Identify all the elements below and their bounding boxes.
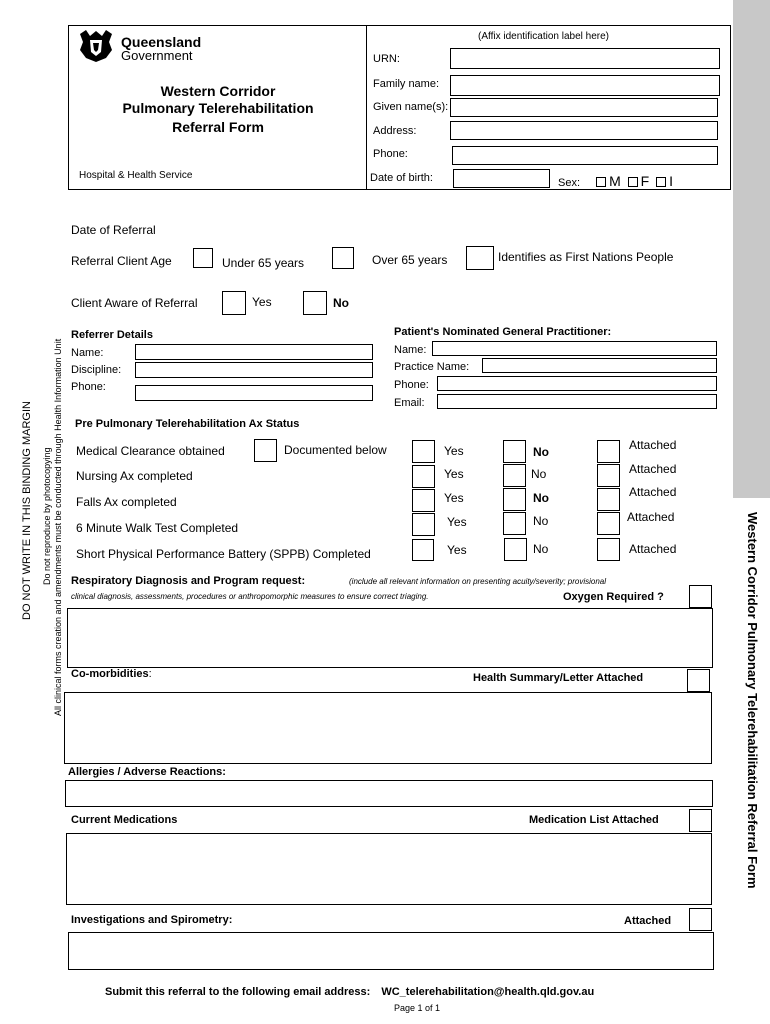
ax-row-no-label: No bbox=[533, 542, 549, 556]
over-65-checkbox[interactable] bbox=[332, 247, 354, 269]
investigations-heading: Investigations and Spirometry: bbox=[71, 914, 233, 926]
sex-m-checkbox[interactable] bbox=[596, 177, 606, 187]
referrer-discipline-field[interactable] bbox=[135, 362, 373, 378]
client-age-label: Referral Client Age bbox=[71, 254, 172, 268]
comorbidities-heading bbox=[71, 668, 152, 680]
side-strip bbox=[733, 0, 770, 498]
referrer-name-field[interactable] bbox=[135, 344, 373, 360]
footer-submit bbox=[105, 986, 594, 998]
ax-row-no-checkbox[interactable] bbox=[504, 538, 527, 561]
respiratory-textarea[interactable] bbox=[67, 608, 713, 668]
gp-practice-field[interactable] bbox=[482, 358, 717, 373]
respiratory-heading: Respiratory Diagnosis and Program request: bbox=[71, 575, 306, 587]
submit-instruction: Submit this referral to the following email address: bbox=[105, 986, 371, 998]
ax-row-no-checkbox[interactable] bbox=[503, 440, 526, 463]
dob-field[interactable] bbox=[453, 169, 550, 188]
referrer-phone-field[interactable] bbox=[135, 385, 373, 401]
medication-list-checkbox[interactable] bbox=[689, 809, 712, 832]
ax-row-attached-checkbox[interactable] bbox=[597, 512, 620, 535]
binding-margin-warning: DO NOT WRITE IN THIS BINDING MARGIN bbox=[21, 401, 33, 620]
referrer-name-label: Name: bbox=[71, 347, 104, 359]
referrer-phone-label: Phone: bbox=[71, 381, 106, 393]
affix-label: (Affix identification label here) bbox=[478, 31, 609, 42]
gp-phone-field[interactable] bbox=[437, 376, 717, 391]
ax-row-yes-checkbox[interactable] bbox=[412, 513, 435, 536]
over-65-label: Over 65 years bbox=[372, 253, 448, 267]
ax-row-yes-label: Yes bbox=[444, 491, 464, 505]
hhs-label: Hospital & Health Service bbox=[79, 170, 193, 181]
ax-row-attached-label: Attached bbox=[629, 462, 677, 476]
sex-f-checkbox[interactable] bbox=[628, 177, 638, 187]
allergies-heading: Allergies / Adverse Reactions: bbox=[68, 766, 226, 778]
referrer-heading: Referrer Details bbox=[71, 329, 153, 341]
ax-row-label: 6 Minute Walk Test Completed bbox=[76, 521, 239, 535]
investigations-attached-checkbox[interactable] bbox=[689, 908, 712, 931]
respiratory-note-line2: clinical diagnosis, assessments, procedures or anthropomorphic measures to ensure correct triaging. bbox=[71, 592, 429, 601]
phone-field[interactable] bbox=[452, 146, 718, 165]
logo-queensland: Queensland bbox=[121, 34, 202, 50]
sex-m-label: M bbox=[609, 173, 621, 189]
ax-row-no-checkbox[interactable] bbox=[503, 512, 526, 535]
sex-i-label: I bbox=[669, 173, 673, 189]
side-title: Western Corridor Pulmonary Telerehabilitation Referral Form bbox=[745, 512, 760, 889]
ax-row-yes-label: Yes bbox=[447, 543, 467, 557]
ax-row-yes-label: Yes bbox=[447, 515, 467, 529]
urn-label: URN: bbox=[373, 53, 400, 65]
first-nations-label: Identifies as First Nations People bbox=[498, 250, 674, 264]
referrer-discipline-label: Discipline: bbox=[71, 364, 122, 376]
phone-label: Phone: bbox=[373, 148, 408, 160]
ax-row-attached-checkbox[interactable] bbox=[597, 440, 620, 463]
ax-row-no-label: No bbox=[533, 514, 549, 528]
submit-email[interactable]: WC_telerehabilitation@health.qld.gov.au bbox=[381, 986, 595, 998]
date-of-referral-label: Date of Referral bbox=[71, 223, 156, 237]
under-65-label: Under 65 years bbox=[222, 256, 305, 270]
sex-f-label: F bbox=[640, 173, 650, 189]
urn-field[interactable] bbox=[450, 48, 720, 69]
ax-row-label: Nursing Ax completed bbox=[76, 469, 193, 483]
sex-label: Sex: bbox=[558, 177, 581, 189]
qld-crest-icon bbox=[76, 28, 116, 64]
health-summary-label: Health Summary/Letter Attached bbox=[473, 672, 644, 684]
comorbidities-colon: : bbox=[148, 668, 152, 680]
family-name-label: Family name: bbox=[373, 78, 440, 90]
gp-phone-label: Phone: bbox=[394, 379, 429, 391]
under-65-checkbox[interactable] bbox=[193, 248, 213, 268]
documented-below-label: Documented below bbox=[284, 443, 387, 457]
ax-row-attached-label: Attached bbox=[627, 510, 675, 524]
respiratory-note-line1: (include all relevant information on presenting acuity/severity; provisional bbox=[349, 577, 607, 586]
investigations-textarea[interactable] bbox=[68, 932, 714, 970]
gp-email-label: Email: bbox=[394, 397, 425, 409]
ax-row-label: Short Physical Performance Battery (SPPB) Completed bbox=[76, 547, 371, 561]
gp-name-label: Name: bbox=[394, 344, 427, 356]
ax-row-no-checkbox[interactable] bbox=[503, 464, 526, 487]
ax-row-attached-checkbox[interactable] bbox=[597, 538, 620, 561]
oxygen-required-label: Oxygen Required ? bbox=[563, 591, 664, 603]
client-aware-no-checkbox[interactable] bbox=[303, 291, 327, 315]
dob-label: Date of birth: bbox=[370, 172, 433, 184]
comorbidities-textarea[interactable] bbox=[64, 692, 712, 764]
gp-email-field[interactable] bbox=[437, 394, 717, 409]
ax-row-label: Medical Clearance obtained bbox=[76, 444, 225, 458]
ax-row-yes-checkbox[interactable] bbox=[412, 440, 435, 463]
form-title-line2: Pulmonary Telerehabilitation bbox=[122, 100, 314, 116]
given-names-field[interactable] bbox=[450, 98, 718, 117]
medication-list-label: Medication List Attached bbox=[529, 814, 659, 826]
ax-row-attached-label: Attached bbox=[629, 438, 677, 452]
ax-row-attached-label: Attached bbox=[629, 542, 677, 556]
form-title-line1: Western Corridor bbox=[160, 83, 276, 99]
medications-heading: Current Medications bbox=[71, 814, 178, 826]
gp-heading: Patient's Nominated General Practitioner: bbox=[394, 326, 612, 338]
given-names-label: Given name(s): bbox=[373, 101, 449, 113]
sex-i-checkbox[interactable] bbox=[656, 177, 666, 187]
oxygen-required-checkbox[interactable] bbox=[689, 585, 712, 608]
ax-row-attached-label: Attached bbox=[629, 485, 677, 499]
ax-row-no-label: No bbox=[533, 445, 549, 459]
sex-row bbox=[558, 173, 673, 189]
client-aware-label: Client Aware of Referral bbox=[71, 296, 198, 310]
ax-row-yes-checkbox[interactable] bbox=[412, 489, 435, 512]
ax-row-no-label: No bbox=[531, 467, 547, 481]
health-summary-checkbox[interactable] bbox=[687, 669, 710, 692]
client-aware-no-label: No bbox=[333, 296, 349, 310]
ax-row-yes-label: Yes bbox=[444, 467, 464, 481]
logo-government: Government bbox=[121, 48, 193, 63]
family-name-field[interactable] bbox=[450, 75, 720, 96]
ax-row-attached-checkbox[interactable] bbox=[597, 488, 620, 511]
gp-practice-label: Practice Name: bbox=[394, 361, 470, 373]
address-field[interactable] bbox=[450, 121, 718, 140]
ax-row-no-label: No bbox=[533, 491, 549, 505]
ax-row-yes-checkbox[interactable] bbox=[412, 539, 434, 561]
ax-row-label: Falls Ax completed bbox=[76, 495, 177, 509]
ax-row-no-checkbox[interactable] bbox=[503, 488, 526, 511]
client-aware-yes-label: Yes bbox=[252, 295, 272, 309]
investigations-attached-label: Attached bbox=[624, 915, 672, 927]
comorbidities-heading-text: Co-morbidities bbox=[71, 668, 149, 680]
ax-status-heading: Pre Pulmonary Telerehabilitation Ax Status bbox=[75, 418, 300, 430]
gp-name-field[interactable] bbox=[432, 341, 717, 356]
medical-clearance-checkbox[interactable] bbox=[254, 439, 277, 462]
first-nations-checkbox[interactable] bbox=[466, 246, 494, 270]
address-label: Address: bbox=[373, 125, 417, 137]
allergies-textarea[interactable] bbox=[65, 780, 713, 807]
form-title-line3: Referral Form bbox=[172, 119, 264, 135]
reproduce-warning: Do not reproduce by photocopying bbox=[42, 447, 52, 585]
ax-row-attached-checkbox[interactable] bbox=[597, 464, 620, 487]
medications-textarea[interactable] bbox=[66, 833, 712, 905]
page-number: Page 1 of 1 bbox=[394, 1003, 441, 1013]
clinical-forms-notice: All clinical forms creation and amendments must be conducted through Health Information Unit bbox=[53, 338, 63, 716]
ax-row-yes-checkbox[interactable] bbox=[412, 465, 435, 488]
client-aware-yes-checkbox[interactable] bbox=[222, 291, 246, 315]
ax-row-yes-label: Yes bbox=[444, 444, 464, 458]
